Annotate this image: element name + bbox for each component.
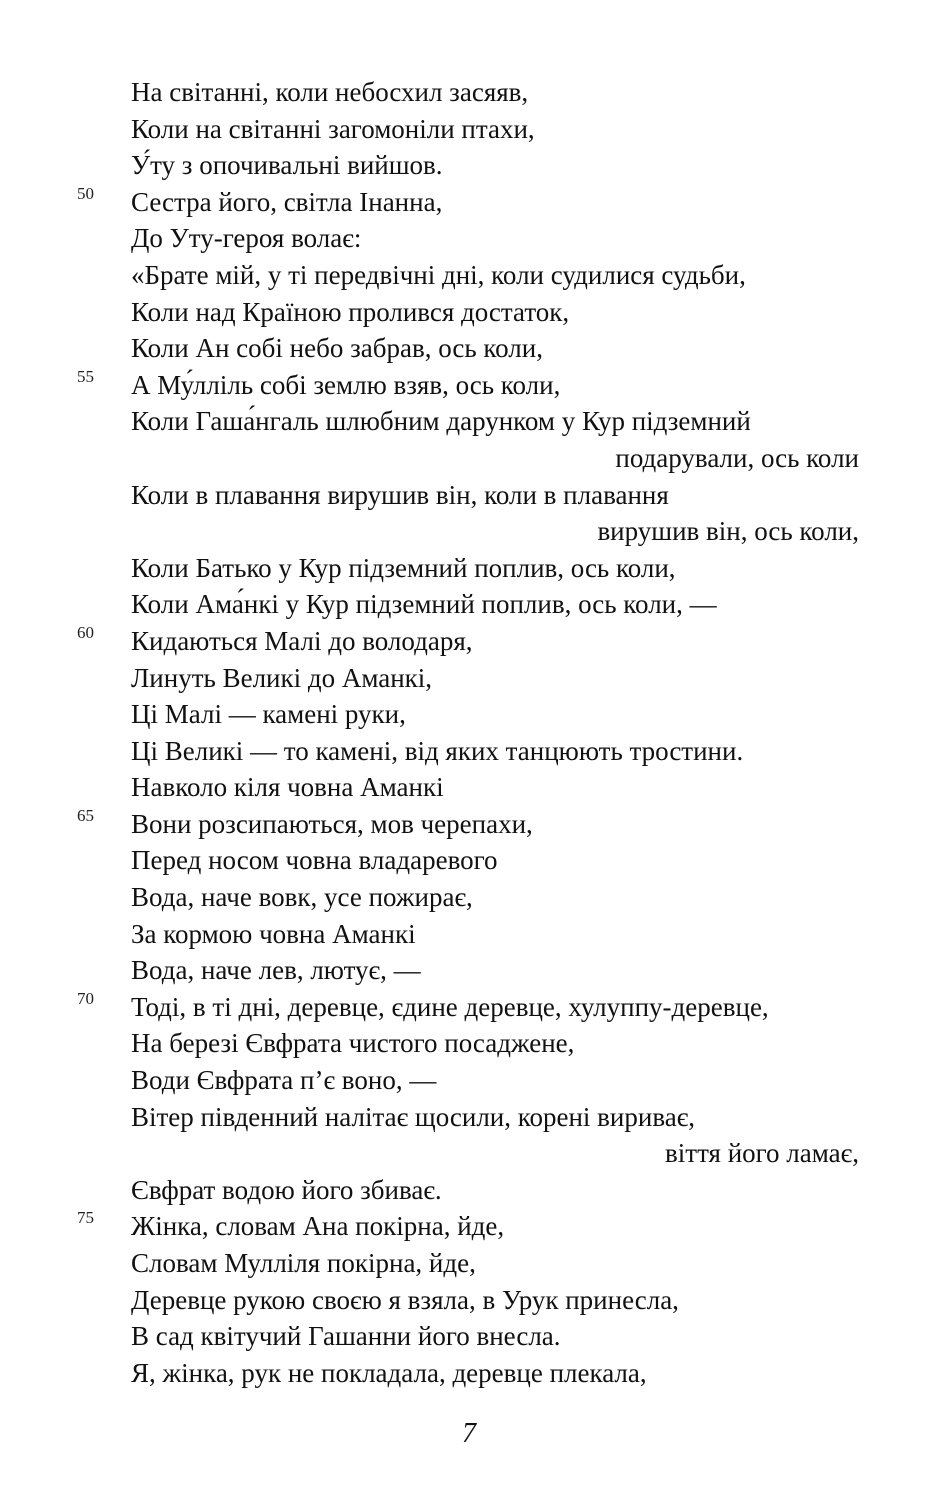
poem-line (0, 694, 938, 731)
line-text: Вони розсипаються, мов черепахи, (131, 808, 533, 839)
line-text: Коли в плавання вирушив він, коли в плавання (131, 479, 669, 510)
line-continuation: вирушив він, ось коли, (597, 516, 859, 547)
line-text: Ці Великі — то камені, від яких танцюють тростини. (131, 735, 744, 766)
poem-line (0, 292, 938, 329)
poem-line (0, 1243, 938, 1280)
line-number: 60 (77, 622, 94, 642)
line-text: За кормою човна Аманкі (131, 918, 416, 949)
poem-line (0, 109, 938, 146)
poem-line (0, 401, 938, 438)
line-text: На світанні, коли небосхил засяяв, (131, 77, 529, 107)
poem-line (0, 438, 938, 475)
poem-line (0, 1206, 938, 1243)
poem-line (0, 1353, 938, 1390)
poem-line (0, 1133, 938, 1170)
line-continuation: подарували, ось коли (615, 442, 859, 473)
line-text: Сестра його, світла Інанна, (131, 186, 443, 217)
line-text: В сад квітучий Гашанни його внесла. (131, 1321, 561, 1352)
line-text: Коли на світанні загомоніли птахи, (131, 113, 535, 144)
line-text: Перед носом човна владаревого (131, 845, 498, 876)
poem-line (0, 365, 938, 402)
line-number: 70 (77, 988, 94, 1008)
poem-line (0, 182, 938, 219)
poem-line (0, 621, 938, 658)
poem-text (0, 72, 938, 1389)
poem-line (0, 475, 938, 512)
line-text: Вода, наче вовк, усе пожирає, (131, 882, 473, 913)
poem-line (0, 840, 938, 877)
line-text: Коли Ама́нкі у Кур підземний поплив, ось коли, — (131, 589, 717, 620)
poem-line (0, 767, 938, 804)
line-text: Євфрат водою його збиває. (131, 1174, 442, 1205)
line-text: У́ту з опочивальні вийшов. (131, 150, 443, 181)
page-number: 7 (462, 1418, 476, 1449)
line-text: Кидаються Малі до володаря, (131, 625, 473, 656)
poem-line (0, 72, 938, 109)
poem-line (0, 145, 938, 182)
line-text: Тоді, в ті дні, деревце, єдине деревце, хулуппу-деревце, (131, 991, 769, 1022)
line-text: Вода, наче лев, лютує, — (131, 955, 421, 986)
line-text: Словам Мулліля покірна, йде, (131, 1248, 476, 1278)
poem-line (0, 914, 938, 951)
poem-line (0, 548, 938, 585)
line-text: Жінка, словам Ана покірна, йде, (131, 1211, 505, 1242)
poem-line (0, 1060, 938, 1097)
poem-line (0, 877, 938, 914)
line-text: Линуть Великі до Аманкі, (131, 662, 433, 693)
line-text: Я, жінка, рук не покладала, деревце плекала, (131, 1357, 647, 1388)
poem-line (0, 328, 938, 365)
poem-line (0, 1316, 938, 1353)
poem-line (0, 1023, 938, 1060)
line-number: 55 (77, 366, 94, 386)
line-text: До Уту-героя волає: (131, 223, 362, 254)
poem-line (0, 218, 938, 255)
poem-line (0, 1280, 938, 1317)
poem-line (0, 658, 938, 695)
line-continuation: віття його ламає, (665, 1138, 859, 1169)
line-text: Води Євфрата п’є воно, — (131, 1065, 437, 1096)
poem-line (0, 1170, 938, 1207)
poem-line (0, 987, 938, 1024)
line-text: Коли над Країною пролився достаток, (131, 296, 570, 327)
line-number: 75 (77, 1208, 94, 1228)
poem-line (0, 584, 938, 621)
line-text: Коли Гаша́нгаль шлюбним дарунком у Кур підземний (131, 406, 751, 437)
line-text: Вітер південний налітає щосили, корені вириває, (131, 1101, 696, 1132)
line-text: Коли Батько у Кур підземний поплив, ось коли, (131, 552, 676, 583)
poem-line (0, 511, 938, 548)
line-text: А Му́лліль собі землю взяв, ось коли, (131, 369, 561, 400)
poem-line (0, 255, 938, 292)
line-text: На березі Євфрата чистого посаджене, (131, 1028, 575, 1059)
line-text: Деревце рукою своєю я взяла, в Урук принесла, (131, 1284, 679, 1315)
line-text: «Брате мій, у ті передвічні дні, коли судилися судьби, (131, 259, 746, 290)
poem-line (0, 1097, 938, 1134)
line-text: Навколо кіля човна Аманкі (131, 772, 444, 803)
line-text: Коли Ан собі небо забрав, ось коли, (131, 333, 543, 364)
line-number: 65 (77, 805, 94, 825)
poem-line (0, 804, 938, 841)
poem-line (0, 950, 938, 987)
poem-line (0, 731, 938, 768)
line-number: 50 (77, 183, 94, 203)
line-text: Ці Малі — камені руки, (131, 699, 406, 730)
